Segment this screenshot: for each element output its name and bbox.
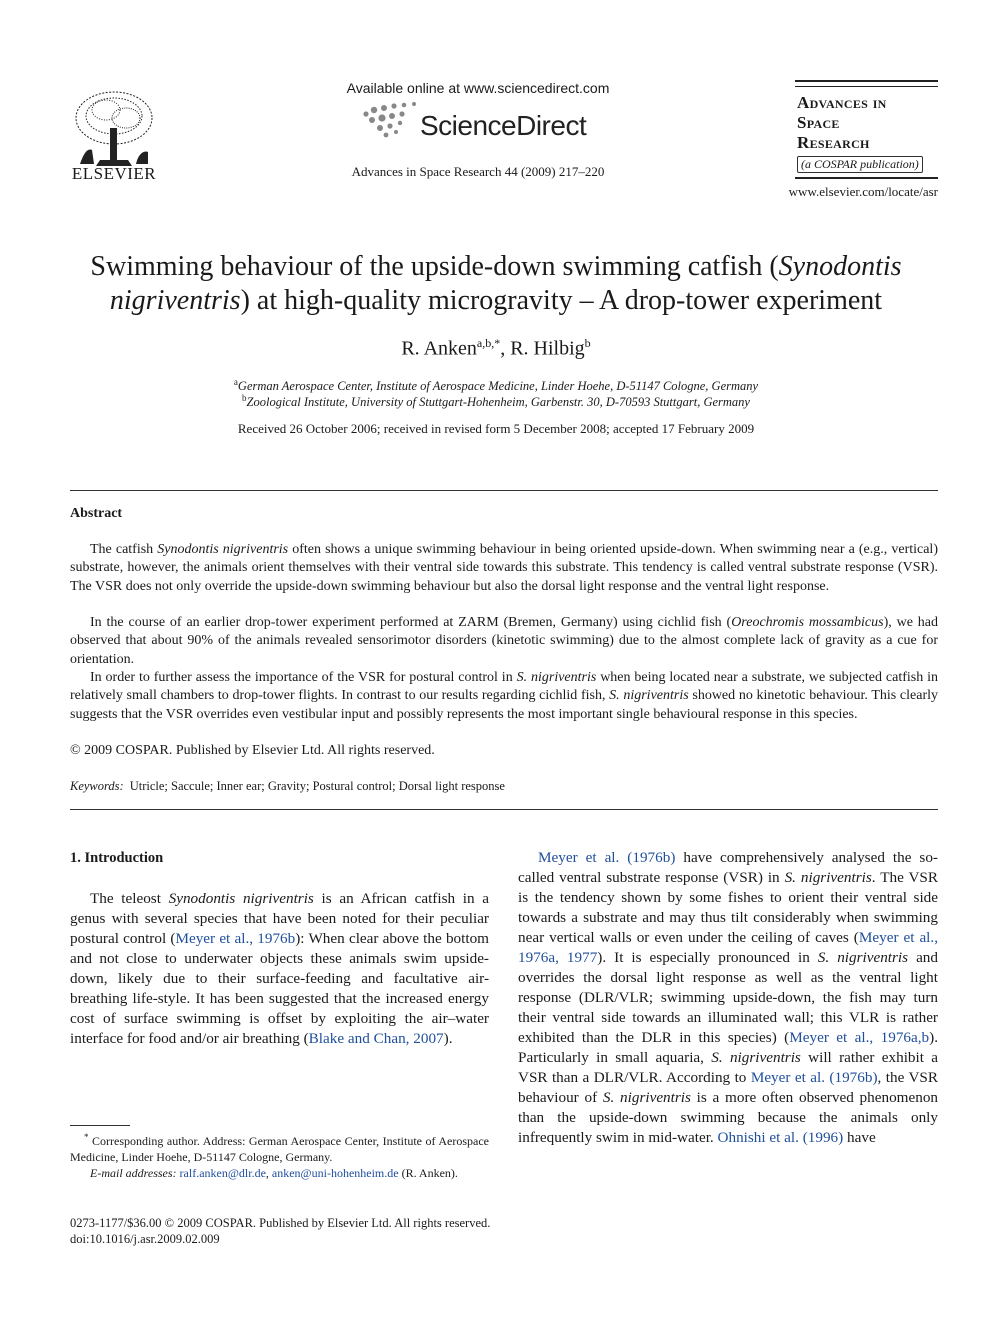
intro-r-b: . The VSR is the tendency shown by some fishes to orient their ventral side towards a substrate and may thus tilt considerably when swimming near vertical walls or even under the ceiling of caves (: [518, 869, 938, 946]
citation-link[interactable]: Ohnishi et al. (1996): [717, 1129, 844, 1146]
received-dates: Received 26 October 2006; received in revised form 5 December 2008; accepted 17 February 2009: [237, 421, 755, 436]
abstract-p3-c: showed no kinetotic behaviour. This clearly suggests that the VSR overrides even vestibular input and possibly represents the most important single behavioural response in this species.: [70, 688, 938, 722]
footnote-rule: [70, 1125, 130, 1126]
intro-left-column: [70, 889, 489, 1049]
email-link-1[interactable]: ralf.anken@dlr.de: [179, 1166, 266, 1180]
section-heading-introduction: 1. Introduction: [70, 850, 164, 866]
journal-logo-bottom-rule: [795, 177, 938, 179]
citation-link[interactable]: Meyer et al. (1976b): [750, 1069, 878, 1086]
citation-link[interactable]: Meyer et al., 1976b: [175, 930, 296, 947]
affiliation-a-text: German Aerospace Center, Institute of Aerospace Medicine, Linder Hoehe, D-51147 Cologne, Germany: [237, 379, 759, 394]
footnote-star: *: [84, 1132, 89, 1142]
title-part2: ) at high-quality microgravity – A drop-tower experiment: [240, 285, 883, 316]
intro-r-f: will rather exhibit a VSR than a DLR/VLR. According to: [518, 1049, 939, 1086]
intro-r-a: have comprehensively analysed the so-called ventral substrate response (VSR) in: [518, 849, 938, 886]
email-label: E-mail addresses:: [90, 1166, 177, 1180]
abstract-paragraph-3: [70, 669, 938, 724]
abstract-p2-b: ), we had observed that about 90% of the animals revealed sensorimotor disorders (kinetotic swimming) due to the almost complete lack of gravity as a cue for orientation.: [70, 615, 939, 667]
journal-logo-top-rule-thin: [795, 86, 938, 87]
author-separator: ,: [500, 337, 511, 360]
journal-logo-line3: Research: [797, 133, 870, 152]
intro-r-e: ). Particularly in small aquaria,: [518, 1029, 938, 1066]
sciencedirect-wordmark: ScienceDirect: [420, 110, 587, 141]
abstract-p1-a: The catfish: [90, 542, 158, 557]
intro-l-species: Synodontis nigriventris: [168, 890, 314, 907]
affiliation-b-mark: b: [242, 393, 247, 403]
keywords-list: Utricle; Saccule; Inner ear; Gravity; Postural control; Dorsal light response: [129, 779, 505, 793]
citation-link[interactable]: Blake and Chan, 2007: [308, 1030, 444, 1047]
abstract-p1-b: often shows a unique swimming behaviour in being oriented upside-down. When swimming near a (e.g., vertical) substrate, however, the animals orient themselves with their ventral side towards this substrate. This tendency is called ventral substrate response (VSR). The VSR does not only override the upside-down swimming behaviour but also the dorsal light response and the ventral light response.: [70, 542, 938, 594]
intro-r-g: , the VSR behaviour of: [518, 1069, 938, 1106]
author-1: R. Anken: [401, 337, 477, 360]
journal-url-text[interactable]: www.elsevier.com/locate/asr: [788, 184, 938, 199]
affiliation-a: [40, 377, 952, 394]
intro-l-c: ): When clear above the bottom and not close to underwater objects these animals swim upside-down, likely due to their surface-feeding and facultative air-breathing life-style. It has been suggested that the increased energy cost of surface swimming is offset by exploiting the air–water interface for food and/or air breathing (: [70, 930, 489, 1047]
available-online-text: Available online at www.sciencedirect.com: [346, 80, 610, 96]
intro-r-i: have: [843, 1129, 876, 1146]
journal-logo-top-rule: [795, 80, 938, 82]
author-2: R. Hilbig: [510, 337, 585, 360]
publisher-name: ELSEVIER: [71, 164, 157, 183]
corresponding-author-footnote: [70, 1129, 489, 1181]
abstract-heading: Abstract: [70, 506, 123, 521]
intro-r-d: and overrides the dorsal light response as well as the ventral light response (DLR/VLR; swimming upside-down, the fish may turn their ventral side towards an illuminated wall; this VLR is rather exhibited than the DLR in this species) (: [518, 949, 938, 1046]
title-species: Synodontis nigriventris: [109, 251, 902, 316]
abstract-p2-a: In the course of an earlier drop-tower experiment performed at ZARM (Bremen, Germany) using cichlid fish (: [90, 615, 732, 630]
abstract-p3-a: In order to further assess the importance of the VSR for postural control in: [90, 670, 517, 685]
authors: [40, 336, 952, 361]
intro-right-column: [518, 848, 938, 1148]
intro-r-species-2: S. nigriventris: [817, 949, 909, 966]
footnote-text: Corresponding author. Address: German Aerospace Center, Institute of Aerospace Medicine, Linder Hoehe, D-51147 Cologne, Germany.: [70, 1134, 490, 1164]
affiliation-a-mark: a: [233, 377, 238, 387]
email-end: (R. Anken).: [398, 1166, 458, 1180]
doi-line[interactable]: doi:10.1016/j.asr.2009.02.009: [70, 1232, 220, 1246]
journal-url[interactable]: [760, 184, 938, 200]
abstract-p3-species-2: S. nigriventris: [609, 688, 689, 704]
intro-l-d: ).: [443, 1030, 453, 1047]
abstract-p3-b: when being located near a substrate, we subjected catfish in relatively small chambers to drop-tower flights. In contrast to our results regarding cichlid fish,: [70, 670, 938, 704]
journal-logo-subtitle: (a COSPAR publication): [797, 156, 923, 173]
issn-line: 0273-1177/$36.00 © 2009 COSPAR. Published by Elsevier Ltd. All rights reserved.: [70, 1216, 491, 1230]
title-part1: Swimming behaviour of the upside-down swimming catfish (: [90, 251, 779, 282]
abstract-p3-species-1: S. nigriventris: [516, 670, 597, 685]
citation-link[interactable]: Meyer et al., 1976a,b: [789, 1029, 930, 1046]
journal-logo-line2: Space: [797, 113, 840, 132]
abstract-top-rule: [70, 490, 938, 491]
journal-citation: Advances in Space Research 44 (2009) 217–220: [351, 164, 605, 179]
keywords-label: Keywords:: [70, 779, 124, 793]
article-title: [40, 250, 952, 318]
intro-r-species-4: S. nigriventris: [602, 1089, 691, 1106]
keywords: [70, 779, 938, 794]
email-separator: ,: [265, 1166, 272, 1180]
intro-r-c: ). It is especially pronounced in: [597, 949, 818, 966]
abstract-paragraph-2: [70, 614, 938, 669]
intro-r-species-3: S. nigriventris: [711, 1049, 801, 1066]
intro-l-a: The teleost: [90, 890, 169, 907]
journal-logo-line1: Advances in: [797, 93, 887, 112]
abstract-paragraph-1: [70, 541, 938, 596]
author-1-affil-mark: a,b,*: [476, 336, 501, 350]
citation-link[interactable]: Meyer et al., 1976a, 1977: [518, 929, 938, 966]
abstract-bottom-rule: [70, 809, 938, 810]
citation-link[interactable]: Meyer et al. (1976b): [538, 849, 676, 866]
abstract-p2-species: Oreochromis mossambicus: [731, 615, 884, 630]
affiliation-b: [40, 393, 952, 410]
intro-r-species-1: S. nigriventris: [784, 869, 872, 886]
author-2-affil-mark: b: [584, 336, 591, 350]
affiliation-b-text: Zoological Institute, University of Stuttgart-Hohenheim, Garbenstr. 30, D-70593 Stuttgart, Germany: [246, 395, 750, 410]
copyright-line: © 2009 COSPAR. Published by Elsevier Ltd. All rights reserved.: [70, 743, 435, 758]
intro-l-b: is an African catfish in a genus with several species that have been noted for their peculiar postural control (: [70, 890, 489, 947]
abstract-p1-species: Synodontis nigriventris: [157, 542, 289, 557]
intro-r-h: is a more often observed phenomenon than the upside-down swimming because the animals only infrequently swim in mid-water.: [518, 1089, 939, 1146]
email-link-2[interactable]: anken@uni-hohenheim.de: [271, 1166, 399, 1180]
